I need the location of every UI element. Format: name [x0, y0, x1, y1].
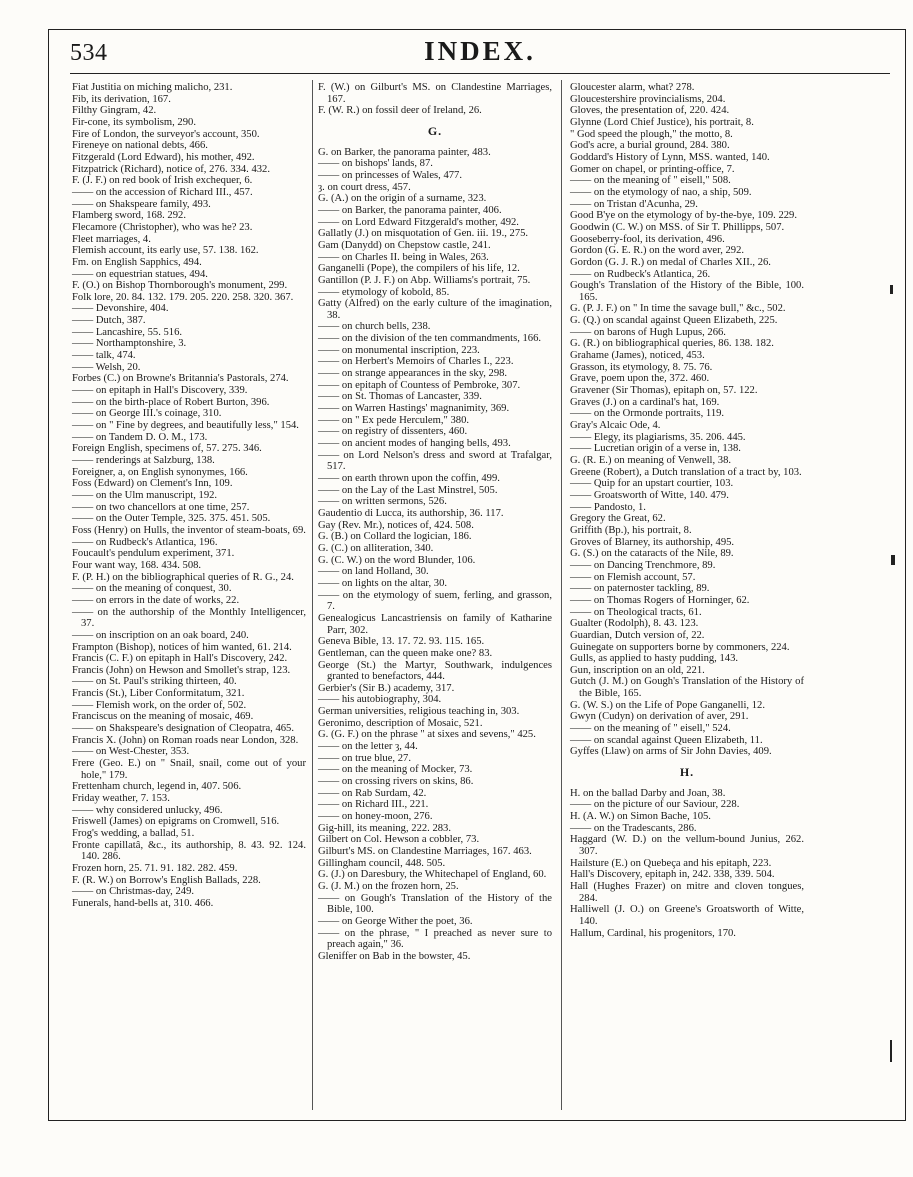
index-entry: Gilbert on Col. Hewson a cobbler, 73.	[318, 834, 480, 846]
index-entry: —— on Rudbeck's Atlantica, 196.	[72, 536, 218, 548]
index-entry: Fire of London, the surveyor's account, 350.	[72, 128, 260, 140]
index-entry: Halliwell (J. O.) on Greene's Groatsworth of Witte, 140.	[570, 904, 804, 927]
index-column-1	[72, 82, 306, 910]
index-entry: Gregory the Great, 62.	[570, 513, 666, 525]
index-entry: Gordon (G. J. R.) on medal of Charles XII., 26.	[570, 256, 771, 268]
index-entry: Fm. on English Sapphics, 494.	[72, 256, 202, 268]
index-entry: —— on the phrase, " I preached as never sure to preach again," 36.	[318, 927, 552, 951]
ink-mark	[891, 555, 895, 565]
index-entry: —— on Rudbeck's Atlantica, 26.	[570, 268, 711, 280]
index-entry: —— on earth thrown upon the coffin, 499.	[318, 473, 500, 484]
index-entry: —— Pandosto, 1.	[570, 501, 646, 513]
index-entry: F. (O.) on Bishop Thornborough's monument, 299.	[72, 280, 288, 292]
index-entry: Gloucester alarm, what? 278.	[570, 82, 695, 93]
index-entry: Foreign English, specimens of, 57. 275. 346.	[72, 443, 262, 455]
index-entry: —— on Christmas-day, 249.	[72, 886, 195, 898]
index-entry: Hailsture (E.) on Quebeça and his epitaph, 223.	[570, 857, 772, 869]
index-entry: —— on the meaning of conquest, 30.	[72, 583, 232, 595]
index-entry: German universities, religious teaching in, 303.	[318, 706, 520, 718]
index-entry: —— on the Ulm manuscript, 192.	[72, 489, 218, 501]
index-entry: —— on Theological tracts, 61.	[570, 606, 702, 618]
index-entry: Haggard (W. D.) on the vellum-bound Junius, 262. 307.	[570, 834, 804, 857]
index-entry: —— Lucretian origin of a verse in, 138.	[570, 443, 741, 455]
index-entry: Flamberg sword, 168. 292.	[72, 210, 186, 222]
index-entry: Fitzgerald (Lord Edward), his mother, 492.	[72, 151, 255, 163]
index-entry: Four want way, 168. 434. 508.	[72, 559, 202, 571]
index-entry: G. (P. J. F.) on " In time the savage bull," &c., 502.	[570, 303, 786, 315]
index-entry: Glynne (Lord Chief Justice), his portrait, 8.	[570, 116, 754, 128]
index-entry: Frampton (Bishop), notices of him wanted, 61. 214.	[72, 641, 292, 653]
index-entry: —— on registry of dissenters, 460.	[318, 426, 468, 438]
index-entry: Gyffes (Llaw) on arms of Sir John Davies, 409.	[570, 746, 772, 758]
column-divider	[312, 80, 313, 1110]
index-entry: Gomer on chapel, or printing-office, 7.	[570, 163, 735, 175]
index-entry: —— on true blue, 27.	[318, 752, 411, 764]
index-entry: —— on scandal against Queen Elizabeth, 11.	[570, 734, 763, 746]
index-entry: Francis X. (John) on Roman roads near London, 328.	[72, 734, 299, 746]
index-entry: —— on crossing rivers on skins, 86.	[318, 776, 474, 788]
index-entry: Geneva Bible, 13. 17. 72. 93. 115. 165.	[318, 636, 485, 648]
index-entry: Gay (Rev. Mr.), notices of, 424. 508.	[318, 519, 474, 531]
index-entry: —— on Shakspeare family, 493.	[72, 198, 211, 210]
index-entry: —— on honey-moon, 276.	[318, 811, 433, 823]
index-entry: —— on the meaning of Mocker, 73.	[318, 764, 473, 776]
index-entry: Fir-cone, its symbolism, 290.	[72, 116, 196, 128]
index-entry: Gillingham council, 448. 505.	[318, 857, 446, 869]
index-entry: —— on Lord Edward Fitzgerald's mother, 492.	[318, 216, 519, 228]
index-entry: —— on land Holland, 30.	[318, 566, 429, 578]
index-entry: Francis (John) on Hewson and Smollet's strap, 123.	[72, 664, 291, 676]
index-entry: Greene (Robert), a Dutch translation of a tract by, 103.	[570, 466, 802, 478]
index-entry: " God speed the plough," the motto, 8.	[570, 128, 733, 140]
index-entry: Gravener (Sir Thomas), epitaph on, 57. 122.	[570, 385, 758, 397]
index-entry: —— on written sermons, 526.	[318, 496, 447, 508]
index-entry: Grasson, its etymology, 8. 75. 76.	[570, 361, 713, 373]
index-entry: Fronte capillatâ, &c., its authorship, 8. 43. 92. 124. 140. 286.	[72, 839, 306, 863]
index-entry: —— why considered unlucky, 496.	[72, 804, 223, 816]
index-entry: —— Lancashire, 55. 516.	[72, 326, 183, 338]
index-entry: —— on ancient modes of hanging bells, 493.	[318, 438, 511, 450]
index-entry: Francis (St.), Liber Conformitatum, 321.	[72, 688, 245, 700]
index-entry: Gig-hill, its meaning, 222. 283.	[318, 822, 452, 834]
index-entry: G. (A.) on the origin of a surname, 323.	[318, 193, 487, 205]
index-entry: Gloves, the presentation of, 220. 424.	[570, 105, 730, 117]
index-entry: —— on the etymology of suem, ferling, and grasson, 7.	[318, 589, 552, 613]
index-entry: G. (R.) on bibliographical queries, 86. 138. 182.	[570, 338, 774, 350]
index-entry: —— on Barker, the panorama painter, 406.	[318, 204, 502, 216]
index-entry: —— on St. Paul's striking thirteen, 40.	[72, 676, 237, 688]
index-entry: —— on bishops' lands, 87.	[318, 158, 433, 170]
index-entry: Filthy Gingram, 42.	[72, 105, 157, 117]
index-entry: Gallatly (J.) on misquotation of Gen. iii. 19., 275.	[318, 228, 529, 240]
index-entry: —— renderings at Salzburg, 138.	[72, 455, 215, 466]
index-entry: Gilburt's MS. on Clandestine Marriages, 167. 463.	[318, 846, 532, 857]
index-entry: —— on George Wither the poet, 36.	[318, 915, 473, 927]
index-entry: —— Devonshire, 404.	[72, 303, 169, 315]
index-entry: —— on the letter ȝ, 44.	[318, 741, 418, 753]
index-entry: Graves (J.) on a cardinal's hat, 169.	[570, 396, 720, 408]
index-entry: —— on St. Thomas of Lancaster, 339.	[318, 391, 482, 403]
index-entry: Fireneye on national debts, 466.	[72, 140, 208, 152]
index-entry: G. (G. F.) on the phrase " at sixes and sevens," 425.	[318, 729, 536, 741]
index-entry: Gualter (Rodolph), 8. 43. 123.	[570, 618, 699, 630]
index-entry: G. on Barker, the panorama painter, 483.	[318, 146, 491, 158]
index-entry: Francis (C. F.) on epitaph in Hall's Discovery, 242.	[72, 653, 288, 665]
index-entry: Funerals, hand-bells at, 310. 466.	[72, 897, 214, 909]
section-heading: H.	[679, 765, 695, 780]
index-entry: H. on the ballad Darby and Joan, 38.	[570, 787, 726, 799]
index-entry: Frozen horn, 25. 71. 91. 182. 282. 459.	[72, 862, 238, 874]
ink-mark	[890, 1040, 892, 1062]
index-entry: Frere (Geo. E.) on " Snail, snail, come out of your hole," 179.	[72, 758, 306, 781]
index-entry: Gentleman, can the queen make one? 83.	[318, 647, 493, 659]
index-entry: Good B'ye on the etymology of by-the-bye, 109. 229.	[570, 210, 797, 222]
index-entry: —— on Herbert's Memoirs of Charles I., 223.	[318, 356, 514, 368]
ink-mark	[890, 285, 893, 294]
index-entry: —— on barons of Hugh Lupus, 266.	[570, 326, 726, 338]
index-entry: —— his autobiography, 304.	[318, 694, 442, 706]
index-entry: Guardian, Dutch version of, 22.	[570, 629, 705, 641]
index-entry: Franciscus on the meaning of mosaic, 469.	[72, 711, 254, 723]
index-entry: —— on Lord Nelson's dress and sword at Trafalgar, 517.	[318, 449, 552, 473]
index-entry: Fib, its derivation, 167.	[72, 93, 171, 105]
index-entry: —— on inscription on an oak board, 240.	[72, 629, 249, 641]
index-entry: Ganganelli (Pope), the compilers of his life, 12.	[318, 263, 520, 275]
index-entry: —— Dutch, 387.	[72, 315, 146, 327]
index-entry: Genealogicus Lancastriensis on family of Katharine Parr, 302.	[318, 612, 552, 636]
index-entry: Flecamore (Christopher), who was he? 23.	[72, 221, 253, 233]
index-entry: H. (A. W.) on Simon Bache, 105.	[570, 811, 711, 823]
index-entry: —— on epitaph in Hall's Discovery, 339.	[72, 385, 248, 397]
index-entry: —— on Shakspeare's designation of Cleopatra, 465.	[72, 723, 294, 735]
index-entry: —— Flemish work, on the order of, 502.	[72, 699, 247, 711]
index-entry: Griffith (Bp.), his portrait, 8.	[570, 524, 692, 536]
section-heading: G.	[427, 123, 443, 138]
index-entry: —— on the accession of Richard III., 457.	[72, 186, 253, 198]
index-entry: —— on the Ormonde portraits, 119.	[570, 408, 725, 420]
index-entry: Foucault's pendulum experiment, 371.	[72, 548, 235, 560]
index-entry: Folk lore, 20. 84. 132. 179. 205. 220. 258. 320. 367.	[72, 291, 294, 303]
index-entry: —— on church bells, 238.	[318, 321, 431, 333]
index-entry: Frettenham church, legend in, 407. 506.	[72, 781, 242, 793]
index-entry: Grave, poem upon the, 372. 460.	[570, 373, 710, 385]
index-entry: —— on the authorship of the Monthly Intelligencer, 37.	[72, 606, 306, 630]
index-column-3	[570, 82, 804, 939]
index-entry: G. (R. E.) on meaning of Venwell, 38.	[570, 455, 732, 466]
index-entry: Friswell (James) on epigrams on Cromwell, 516.	[72, 816, 280, 828]
index-entry: Fiat Justitia on miching malicho, 231.	[72, 82, 233, 93]
index-entry: Gerbier's (Sir B.) academy, 317.	[318, 682, 455, 694]
index-entry: G. (S.) on the cataracts of the Nile, 89.	[570, 548, 734, 560]
index-entry: —— on the meaning of " eisell," 524.	[570, 723, 731, 735]
index-entry: G. (W. S.) on the Life of Pope Ganganelli, 12.	[570, 699, 765, 711]
index-entry: —— on " Fine by degrees, and beautifully less," 154.	[72, 420, 299, 432]
index-entry: Hall's Discovery, epitaph in, 242. 338, 339. 504.	[570, 869, 775, 881]
index-entry: Fleet marriages, 4.	[72, 233, 151, 245]
index-entry: —— on Warren Hastings' magnanimity, 369.	[318, 403, 510, 415]
index-entry: Grahame (James), noticed, 453.	[570, 350, 705, 362]
index-column-2	[318, 82, 552, 963]
index-entry: —— on Rab Surdam, 42.	[318, 787, 427, 799]
index-entry: Hallum, Cardinal, his progenitors, 170.	[570, 927, 736, 939]
index-entry: Foss (Henry) on Hulls, the inventor of steam-boats, 69.	[72, 524, 306, 536]
index-entry: Gooseberry-fool, its derivation, 496.	[570, 233, 725, 245]
index-entry: Forbes (C.) on Browne's Britannia's Pastorals, 274.	[72, 373, 289, 385]
index-entry: Fitzpatrick (Richard), notice of, 276. 334. 432.	[72, 163, 270, 175]
index-entry: Gam (Danydd) on Chepstow castle, 241.	[318, 239, 491, 251]
index-entry: —— on Gough's Translation of the History of the Bible, 100.	[318, 892, 552, 916]
index-entry: —— on Dancing Trenchmore, 89.	[570, 559, 716, 571]
index-entry: Guinegate on supporters borne by commoners, 224.	[570, 641, 790, 653]
index-entry: G. (B.) on Collard the logician, 186.	[318, 531, 472, 543]
index-entry: —— on West-Chester, 353.	[72, 746, 190, 758]
index-entry: Hall (Hughes Frazer) on mitre and cloven tongues, 284.	[570, 880, 804, 904]
index-entry: Goddard's History of Lynn, MSS. wanted, 140.	[570, 151, 770, 163]
index-entry: Gray's Alcaic Ode, 4.	[570, 420, 661, 432]
index-entry: Gatty (Alfred) on the early culture of the imagination, 38.	[318, 298, 552, 321]
index-entry: Goodwin (C. W.) on MSS. of Sir T. Phillipps, 507.	[570, 221, 785, 233]
index-entry: —— on Richard III., 221.	[318, 799, 429, 811]
index-entry: God's acre, a burial ground, 284. 380.	[570, 140, 730, 152]
index-entry: Gordon (G. E. R.) on the word aver, 292.	[570, 245, 745, 257]
index-entry: —— on the birth-place of Robert Burton, 396.	[72, 396, 270, 408]
index-entry: Foreigner, a, on English synonymes, 166.	[72, 466, 248, 478]
index-entry: Gantillon (P. J. F.) on Abp. Williams's portrait, 75.	[318, 274, 531, 286]
header-rule	[70, 73, 890, 74]
index-entry: —— on lights on the altar, 30.	[318, 577, 448, 589]
index-entry: —— Groatsworth of Witte, 140. 479.	[570, 489, 729, 501]
index-entry: —— on epitaph of Countess of Pembroke, 307.	[318, 379, 521, 391]
index-entry: Geronimo, description of Mosaic, 521.	[318, 717, 483, 729]
index-entry: F. (J. F.) on red book of Irish exchequer, 6.	[72, 175, 253, 187]
index-entry: Foss (Edward) on Clement's Inn, 109.	[72, 478, 233, 490]
index-entry: —— on the division of the ten commandments, 166.	[318, 333, 542, 345]
index-entry: —— Northamptonshire, 3.	[72, 338, 187, 350]
index-entry: —— on errors in the date of works, 22.	[72, 594, 240, 606]
index-entry: F. (W. R.) on fossil deer of Ireland, 26.	[318, 105, 482, 117]
index-entry: —— etymology of kobold, 85.	[318, 286, 450, 298]
index-entry: —— on the meaning of " eisell," 508.	[570, 175, 731, 187]
index-entry: George (St.) the Martyr, Southwark, indulgences granted to benefactors, 444.	[318, 659, 552, 683]
index-entry: —— on the etymology of nao, a ship, 509.	[570, 186, 752, 198]
index-entry: G. (C. W.) on the word Blunder, 106.	[318, 554, 476, 566]
index-entry: —— Elegy, its plagiarisms, 35. 206. 445.	[570, 431, 746, 443]
index-entry: —— on Thomas Rogers of Horninger, 62.	[570, 594, 750, 606]
index-entry: —— on princesses of Wales, 477.	[318, 169, 463, 181]
index-entry: —— on two chancellors at one time, 257.	[72, 501, 250, 513]
index-entry: Gough's Translation of the History of the Bible, 100. 165.	[570, 280, 804, 303]
index-entry: —— on the Lay of the Last Minstrel, 505.	[318, 484, 498, 496]
index-entry: —— Quip for an upstart courtier, 103.	[570, 478, 734, 490]
index-entry: Gwyn (Cudyn) on derivation of aver, 291.	[570, 711, 749, 723]
index-entry: Gleniffer on Bab in the bowster, 45.	[318, 950, 471, 962]
index-entry: G. (J.) on Daresbury, the Whitechapel of England, 60.	[318, 869, 547, 881]
index-entry: —— on paternoster tackling, 89.	[570, 583, 710, 595]
index-entry: F. (P. H.) on the bibliographical queries of R. G., 24.	[72, 571, 294, 583]
index-entry: —— on George III.'s coinage, 310.	[72, 408, 222, 420]
index-entry: Flemish account, its early use, 57. 138. 162.	[72, 245, 259, 257]
index-entry: —— on the picture of our Saviour, 228.	[570, 799, 740, 811]
index-entry: Gloucestershire provincialisms, 204.	[570, 93, 726, 105]
index-entry: —— on equestrian statues, 494.	[72, 268, 208, 280]
index-entry: —— on the Tradescants, 286.	[570, 822, 697, 834]
index-entry: G. (Q.) on scandal against Queen Elizabeth, 225.	[570, 315, 778, 327]
index-entry: Gutch (J. M.) on Gough's Translation of the History of the Bible, 165.	[570, 676, 804, 700]
index-entry: G. (C.) on alliteration, 340.	[318, 542, 434, 554]
index-entry: —— on Charles II. being in Wales, 263.	[318, 251, 489, 263]
index-entry: F. (R. W.) on Borrow's English Ballads, 228.	[72, 874, 261, 886]
index-entry: F. (W.) on Gilburt's MS. on Clandestine Marriages, 167.	[318, 82, 552, 105]
index-entry: Gaudentio di Lucca, its authorship, 36. 117.	[318, 507, 504, 519]
page-header	[70, 36, 890, 76]
column-divider	[561, 80, 562, 1110]
index-entry: Groves of Blarney, its authorship, 495.	[570, 536, 735, 548]
index-entry: —— on Flemish account, 57.	[570, 571, 696, 583]
index-entry: ȝ. on court dress, 457.	[318, 181, 411, 193]
index-entry: Gun, inscription on an old, 221.	[570, 664, 705, 676]
index-entry: —— on Tristan d'Acunha, 29.	[570, 198, 698, 210]
index-entry: Frog's wedding, a ballad, 51.	[72, 828, 195, 839]
index-entry: Friday weather, 7. 153.	[72, 793, 170, 805]
page-number: 534	[70, 40, 108, 66]
index-entry: —— on strange appearances in the sky, 298.	[318, 368, 508, 380]
index-entry: —— on monumental inscription, 223.	[318, 344, 480, 356]
index-entry: —— on " Ex pede Herculem," 380.	[318, 414, 470, 426]
index-entry: Gulls, as applied to hasty pudding, 143.	[570, 653, 739, 665]
index-entry: —— on Tandem D. O. M., 173.	[72, 431, 208, 443]
page-title: INDEX.	[424, 36, 536, 66]
index-entry: —— Welsh, 20.	[72, 361, 141, 373]
index-entry: G. (J. M.) on the frozen horn, 25.	[318, 880, 459, 892]
index-entry: —— talk, 474.	[72, 350, 136, 362]
index-entry: —— on the Outer Temple, 325. 375. 451. 505.	[72, 513, 271, 525]
